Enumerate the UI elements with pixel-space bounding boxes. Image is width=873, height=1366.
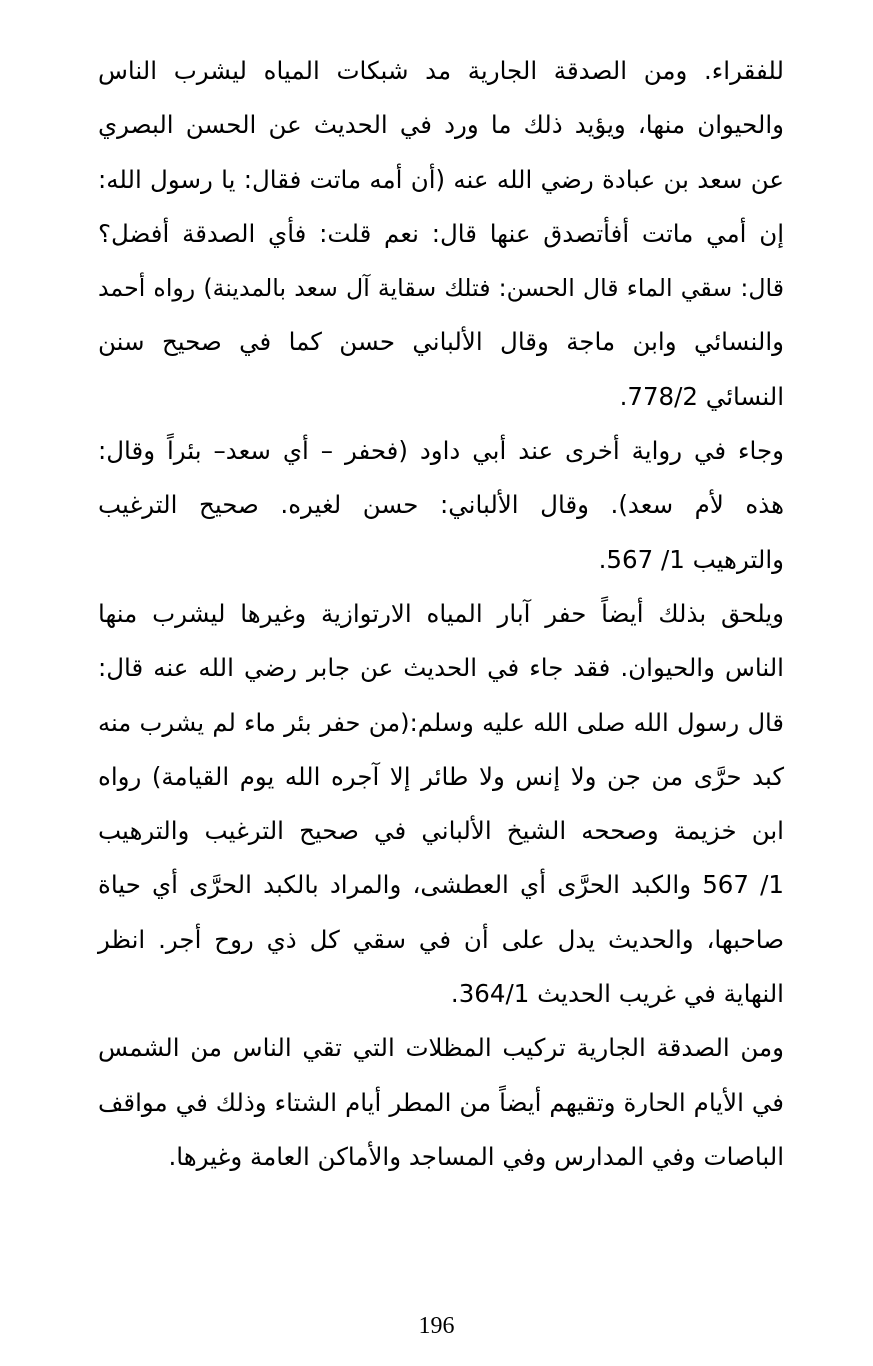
text-line: ويلحق بذلك أيضاً حفر آبار المياه الارتوازية وغيرها ليشرب منها [98, 598, 784, 628]
text-line: في الأيام الحارة وتقيهم أيضاً من المطر أيام الشتاء وذلك في مواقف [98, 1087, 784, 1117]
text-line: قال: سقي الماء قال الحسن: فتلك سقاية آل سعد بالمدينة) رواه أحمد [98, 274, 784, 303]
paragraph [98, 424, 784, 587]
text-line: صاحبها، والحديث يدل على أن في سقي كل ذي روح أجر. انظر [98, 924, 784, 954]
text-line: والنسائي وابن ماجة وقال الألباني حسن كما في صحيح سنن [98, 327, 784, 357]
text-line: قال رسول الله صلى الله عليه وسلم:(من حفر بئر ماء لم يشرب منه [98, 708, 784, 737]
text-line: والحيوان منها، ويؤيد ذلك ما ورد في الحديث عن الحسن البصري [98, 110, 784, 140]
text-line: كبد حرَّى من جن ولا إنس ولا طائر إلا آجره الله يوم القيامة) رواه [98, 761, 784, 791]
text-line: والترهيب 1/ 567. [598, 544, 784, 574]
page-number: 196 [418, 1313, 455, 1339]
text-line: الناس والحيوان. فقد جاء في الحديث عن جابر رضي الله عنه قال: [98, 653, 784, 683]
text-line: ومن الصدقة الجارية تركيب المظلات التي تقي الناس من الشمس [98, 1033, 784, 1063]
text-line: الباصات وفي المدارس وفي المساجد والأماكن العامة وغيرها. [168, 1141, 784, 1171]
text-line: 1/ 567 والكبد الحرَّى أي العطشى، والمراد بالكبد الحرَّى أي حياة [98, 870, 784, 900]
paragraph [98, 587, 784, 1021]
text-line: النهاية في غريب الحديث 364/1. [450, 979, 784, 1009]
text-line: عن سعد بن عبادة رضي الله عنه (أن أمه ماتت فقال: يا رسول الله: [98, 164, 784, 194]
text-line: النسائي 778/2. [619, 381, 784, 411]
paragraph [98, 1021, 784, 1184]
text-line: وجاء في رواية أخرى عند أبي داود (فحفر – أي سعد– بئراً وقال: [98, 436, 784, 466]
body-text [98, 44, 784, 1184]
text-line: إن أمي ماتت أفأتصدق عنها قال: نعم قلت: فأي الصدقة أفضل؟ [98, 218, 784, 248]
paragraph [98, 44, 784, 424]
text-line: ابن خزيمة وصححه الشيخ الألباني في صحيح الترغيب والترهيب [98, 816, 784, 846]
text-line: هذه لأم سعد). وقال الألباني: حسن لغيره. صحيح الترغيب [98, 490, 784, 520]
text-line: للفقراء. ومن الصدقة الجارية مد شبكات المياه ليشرب الناس [98, 56, 784, 85]
